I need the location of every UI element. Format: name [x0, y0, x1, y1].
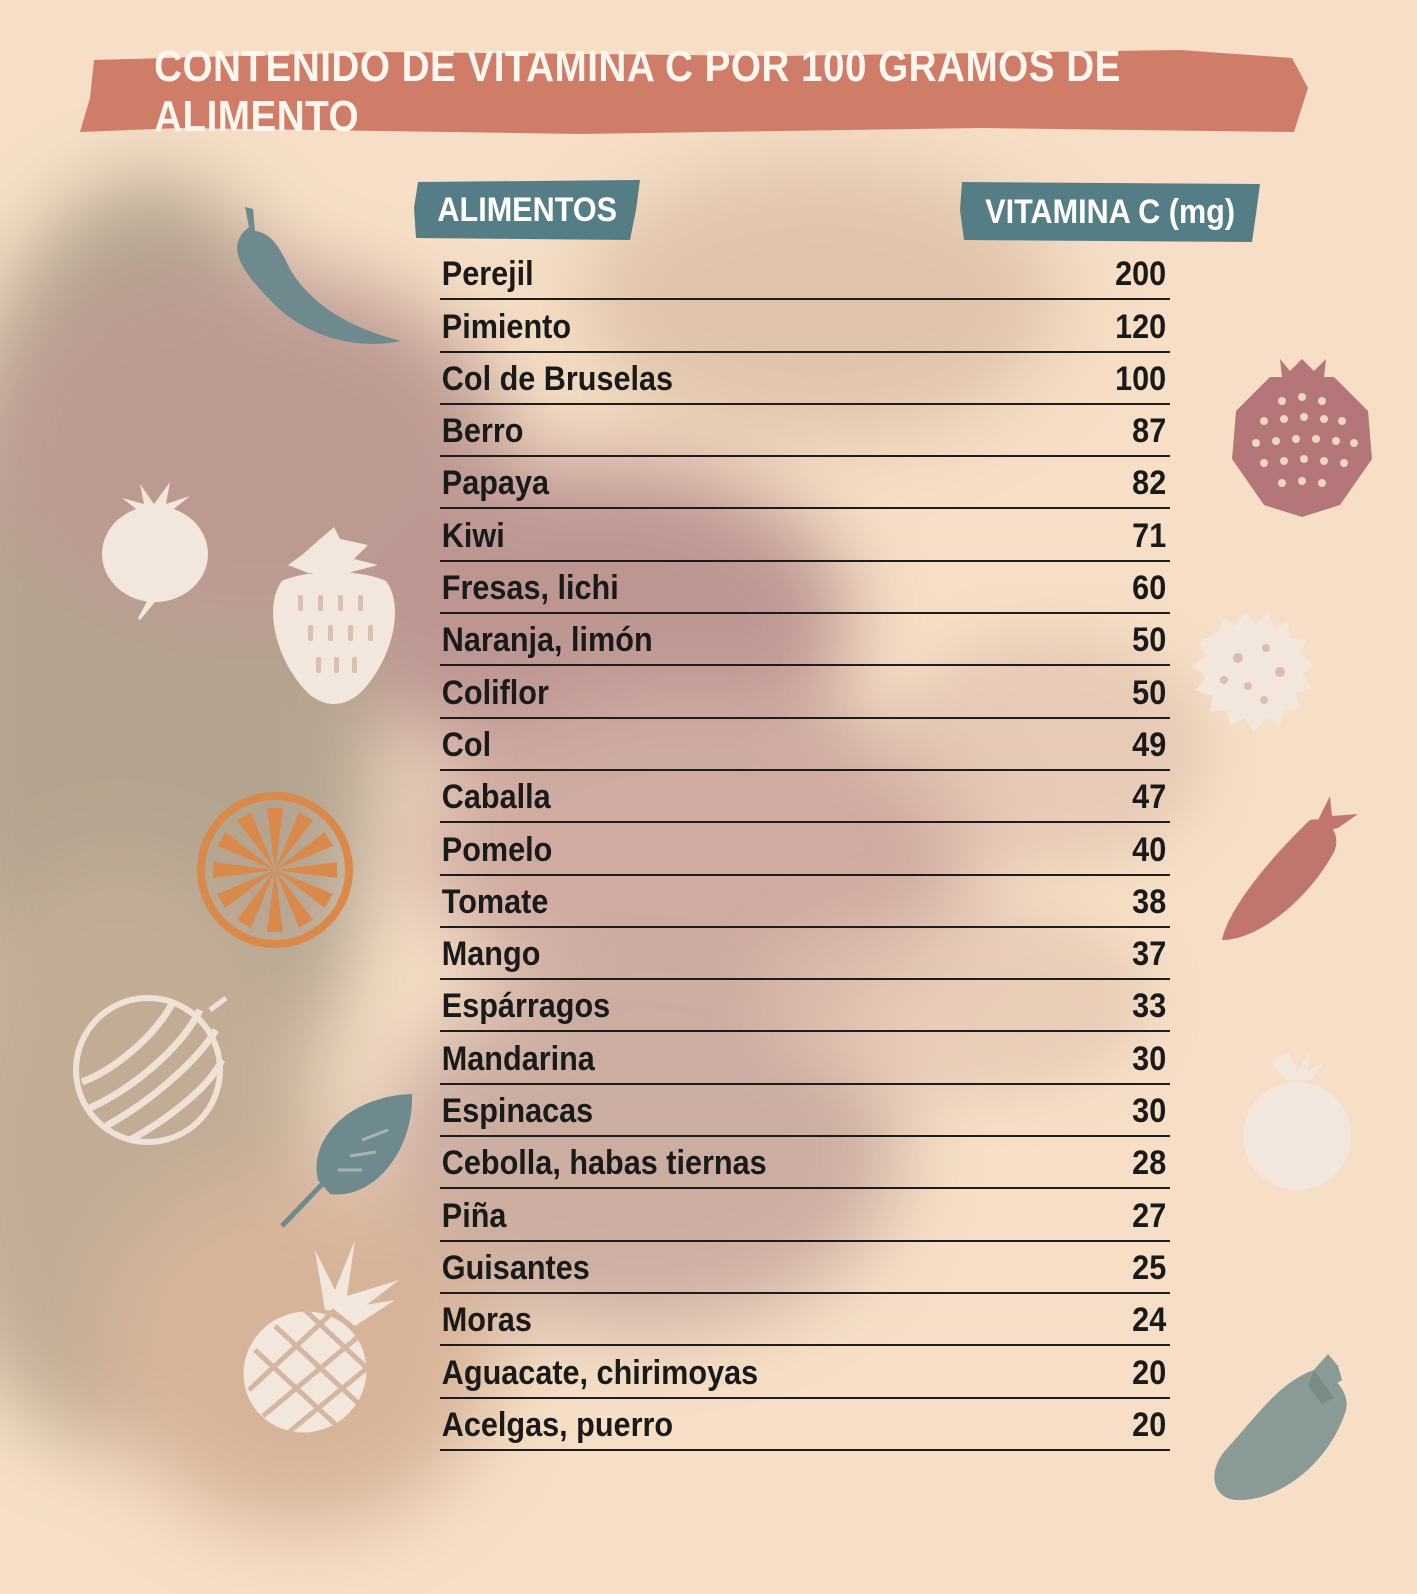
food-name: Papaya — [441, 464, 549, 503]
pomegranate-icon — [1230, 355, 1375, 520]
header-vitamin — [960, 180, 1266, 244]
food-name: Mandarina — [441, 1039, 595, 1078]
food-name: Piña — [441, 1196, 507, 1235]
table-row — [440, 980, 1170, 1032]
table-row — [440, 1085, 1170, 1137]
kiwano-icon — [1188, 608, 1318, 738]
leaf-icon — [278, 1090, 418, 1230]
table-row — [440, 248, 1170, 300]
table-row — [440, 1189, 1170, 1241]
header-vitamin-label: VITAMINA C (mg) — [985, 192, 1236, 231]
vitamin-value: 71 — [1132, 516, 1167, 555]
food-name: Pomelo — [441, 830, 553, 869]
table-row — [440, 1032, 1170, 1084]
vitamin-value: 25 — [1132, 1248, 1167, 1287]
turnip-icon — [100, 478, 212, 626]
pineapple-icon — [235, 1240, 405, 1440]
food-name: Berro — [441, 412, 524, 451]
table-row — [440, 509, 1170, 561]
food-name: Col de Bruselas — [441, 359, 674, 398]
title-banner — [80, 42, 1315, 141]
vitamin-value: 82 — [1132, 464, 1167, 503]
food-name: Fresas, lichi — [441, 569, 619, 608]
vitamin-value: 38 — [1132, 882, 1167, 921]
table-row — [440, 1346, 1170, 1398]
food-name: Coliflor — [441, 673, 549, 712]
food-name: Acelgas, puerro — [441, 1405, 674, 1444]
food-name: Cebolla, habas tiernas — [441, 1144, 767, 1183]
table-row — [440, 1137, 1170, 1189]
chili-pepper-icon — [225, 205, 405, 350]
header-foods-label: ALIMENTOS — [437, 190, 618, 229]
page-title: CONTENIDO DE VITAMINA C POR 100 GRAMOS DE ALIMENTO — [154, 42, 1121, 141]
table-row — [440, 300, 1170, 352]
vitamin-value: 30 — [1132, 1092, 1167, 1131]
vitamin-value: 27 — [1132, 1196, 1167, 1235]
food-name: Mango — [441, 935, 541, 974]
vitamin-value: 50 — [1132, 673, 1167, 712]
vitamin-value: 47 — [1132, 778, 1167, 817]
food-name: Naranja, limón — [441, 621, 653, 660]
food-name: Perejil — [441, 255, 534, 294]
carrot-icon — [1218, 790, 1363, 950]
vitamin-value: 33 — [1132, 987, 1167, 1026]
vitamin-value: 200 — [1115, 255, 1167, 294]
eggplant-icon — [1210, 1352, 1365, 1507]
food-name: Tomate — [441, 882, 549, 921]
header-foods — [414, 178, 650, 242]
food-name: Col — [441, 725, 492, 764]
vitamin-value: 24 — [1132, 1301, 1167, 1340]
orange-slice-icon — [195, 790, 355, 950]
watermelon-icon — [70, 990, 230, 1150]
table-row — [440, 353, 1170, 405]
vitamin-value: 40 — [1132, 830, 1167, 869]
onion-icon — [1240, 1048, 1355, 1193]
food-name: Guisantes — [441, 1248, 590, 1287]
food-name: Caballa — [441, 778, 551, 817]
vitamin-value: 30 — [1132, 1039, 1167, 1078]
vitamin-value: 37 — [1132, 935, 1167, 974]
table-row — [440, 614, 1170, 666]
vitamin-value: 20 — [1132, 1405, 1167, 1444]
vitamin-value: 20 — [1132, 1353, 1167, 1392]
vitamin-value: 28 — [1132, 1144, 1167, 1183]
strawberry-icon — [268, 525, 400, 710]
vitamin-value: 87 — [1132, 412, 1167, 451]
table-row — [440, 405, 1170, 457]
vitamin-value: 49 — [1132, 725, 1167, 764]
table-row — [440, 1399, 1170, 1451]
vitamin-value: 100 — [1115, 359, 1167, 398]
food-name: Kiwi — [441, 516, 505, 555]
food-name: Moras — [441, 1301, 532, 1340]
vitamin-value: 60 — [1132, 569, 1167, 608]
table-row — [440, 928, 1170, 980]
table-row — [440, 457, 1170, 509]
table-row — [440, 1242, 1170, 1294]
table-row — [440, 562, 1170, 614]
vitamin-table — [440, 248, 1170, 1451]
table-row — [440, 719, 1170, 771]
table-row — [440, 1294, 1170, 1346]
table-row — [440, 666, 1170, 718]
vitamin-value: 50 — [1132, 621, 1167, 660]
food-name: Aguacate, chirimoyas — [441, 1353, 759, 1392]
vitamin-value: 120 — [1115, 307, 1167, 346]
table-row — [440, 771, 1170, 823]
table-row — [440, 823, 1170, 875]
food-name: Espinacas — [441, 1092, 594, 1131]
food-name: Espárragos — [441, 987, 611, 1026]
food-name: Pimiento — [441, 307, 572, 346]
table-row — [440, 876, 1170, 928]
